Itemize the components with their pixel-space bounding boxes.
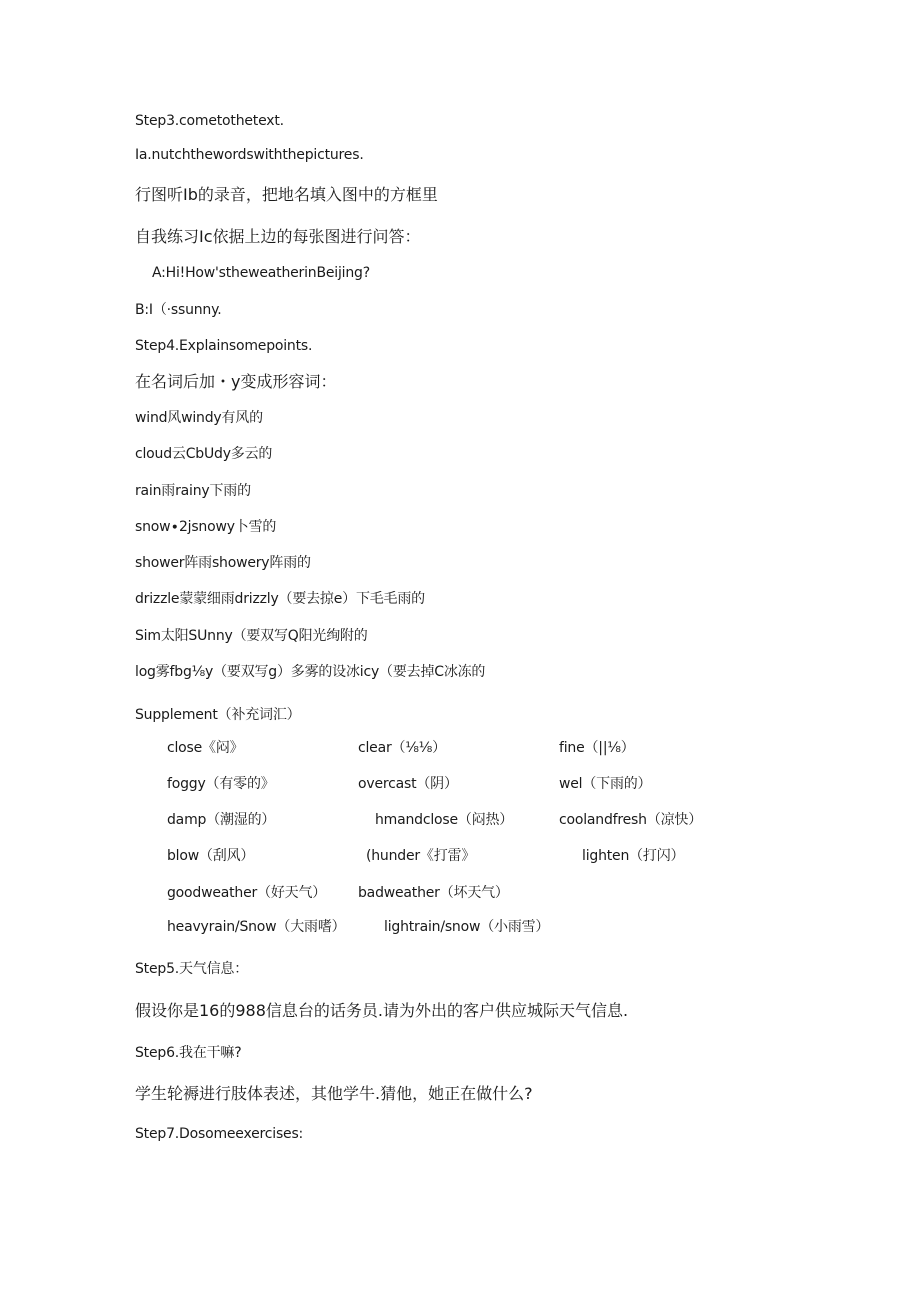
vocab-line: wind风windy有风的 [135, 410, 263, 426]
step3-task-b: 行图听Ib的录音，把地名填入图中的方框里 [135, 185, 438, 204]
vocab-line: Sim太阳SUnny（要双写Q阳光绚附的 [135, 628, 368, 644]
vocab-line: drizzle蒙蒙细雨drizzly（要去掠e）下毛毛雨的 [135, 591, 425, 607]
supplement-item: lighten（打闪） [582, 848, 685, 864]
supplement-item: badweather（坏天气） [358, 885, 509, 901]
vocab-line: cloud云CbUdy多云的 [135, 446, 273, 462]
step5-task: 假设你是16的988信息台的话务员.请为外出的客户供应城际天气信息. [135, 1001, 629, 1020]
supplement-item: lightrain/snow（小雨雪） [384, 919, 550, 935]
rule-line: 在名词后加・y变成形容词： [135, 372, 337, 391]
supplement-item: close《闷》 [167, 740, 244, 756]
dialogue-line-b: B:I（·ssunny. [135, 302, 222, 318]
step3-task-a: Ia.nutchthewordswiththepictures. [135, 147, 364, 163]
supplement-item: coolandfresh（凉快） [559, 812, 703, 828]
step3-heading: Step3.cometothetext. [135, 113, 284, 129]
supplement-item: overcast（阴） [358, 776, 458, 792]
vocab-line: rain雨rainy下雨的 [135, 483, 251, 499]
supplement-item: blow（刮风） [167, 848, 255, 864]
supplement-item: (hunder《打雷》 [366, 848, 476, 864]
supplement-item: damp（潮湿的） [167, 812, 276, 828]
step3-task-c: 自我练习Ic依据上边的每张图进行问答： [135, 227, 421, 246]
dialogue-line-a: A:Hi!How'stheweatherinBeijing? [152, 265, 370, 281]
supplement-item: hmandclose（闷热） [375, 812, 514, 828]
vocab-line: shower阵雨showery阵雨的 [135, 555, 311, 571]
supplement-item: goodweather（好天气） [167, 885, 327, 901]
step5-heading: Step5.天气信息： [135, 961, 249, 977]
step7-heading: Step7.Dosomeexercises: [135, 1126, 304, 1142]
vocab-line: snow∙2jsnowy卜雪的 [135, 519, 277, 535]
vocab-line: log雾fbg⅛y（要双写g）多雾的设冰icy（要去掉C冰冻的 [135, 664, 486, 680]
supplement-item: clear（⅛⅛） [358, 740, 446, 756]
supplement-title: Supplement（补充词汇） [135, 707, 301, 723]
supplement-item: heavyrain/Snow（大雨嗜） [167, 919, 346, 935]
step6-task: 学生轮褥进行肢体表述，其他学牛.猜他，她正在做什么? [135, 1084, 533, 1103]
supplement-item: foggy（有零的》 [167, 776, 275, 792]
supplement-item: fine（||⅛） [559, 740, 635, 756]
supplement-item: wel（下雨的） [559, 776, 652, 792]
step6-heading: Step6.我在干嘛? [135, 1045, 242, 1061]
step4-heading: Step4.Explainsomepoints. [135, 338, 313, 354]
